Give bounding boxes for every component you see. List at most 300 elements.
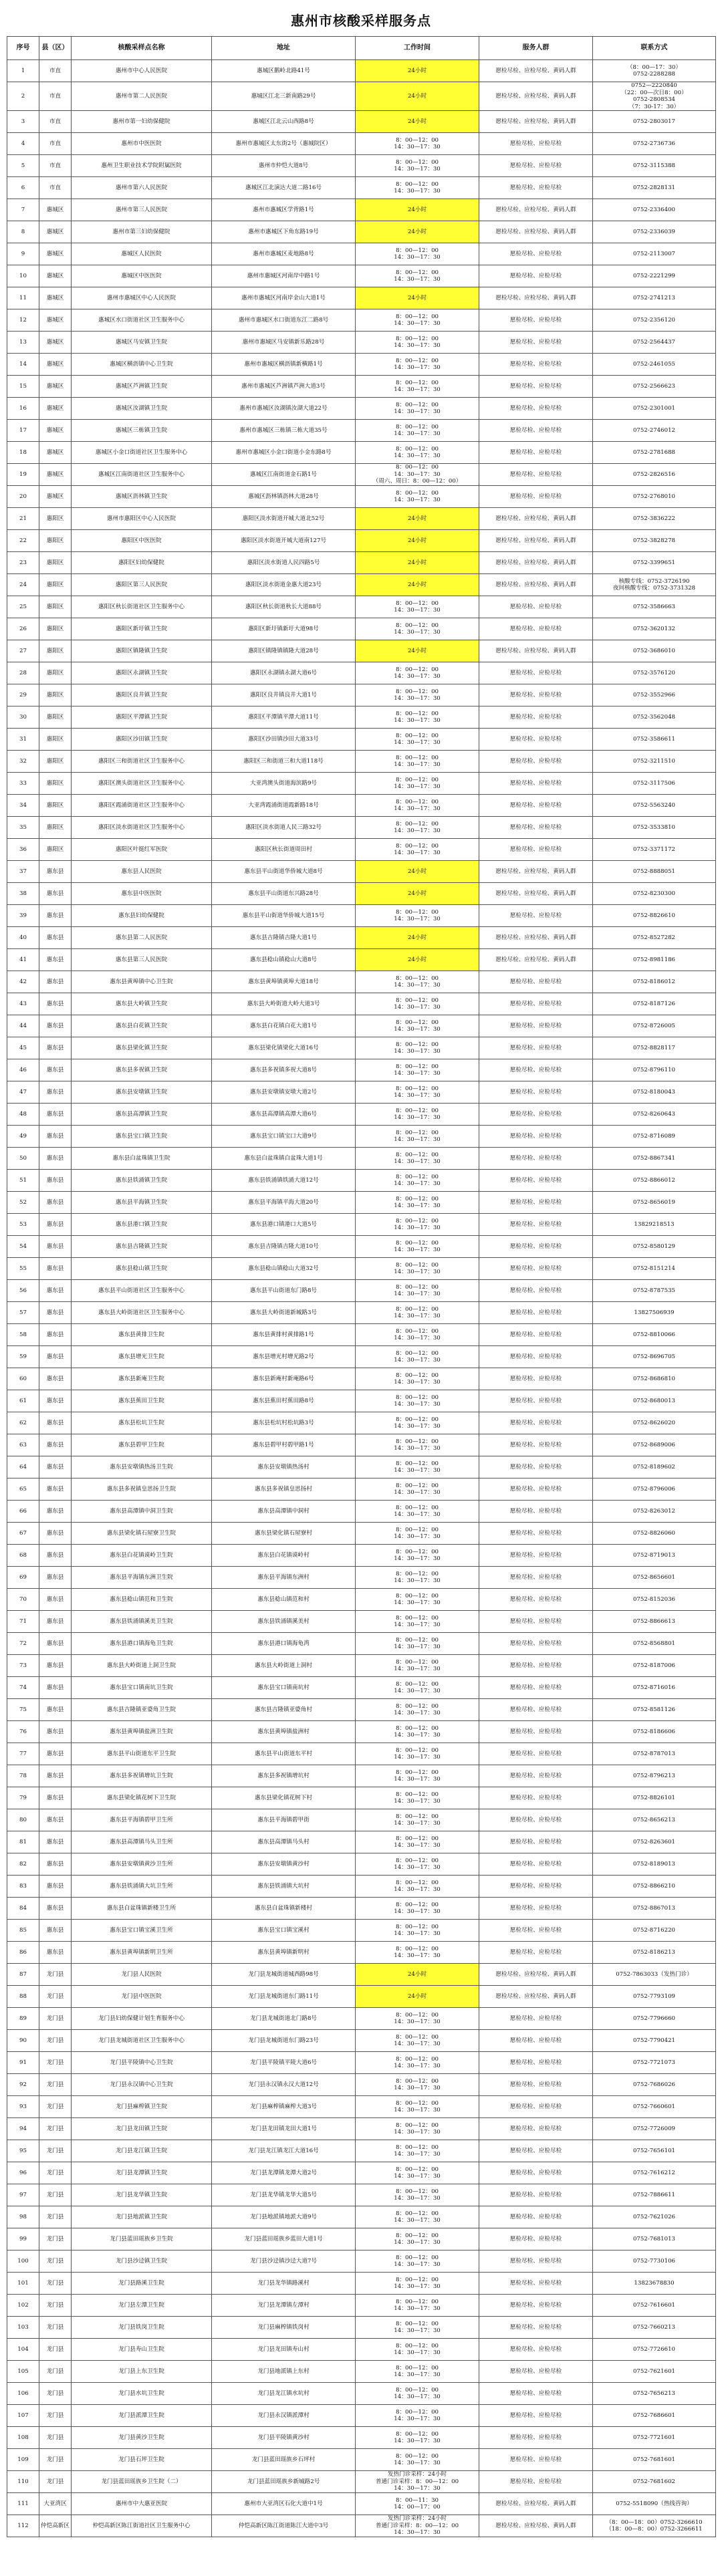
cell-index: 84 <box>7 1898 39 1920</box>
cell-site-name: 惠东县白花镇卫生院 <box>72 1015 212 1037</box>
cell-service-group: 愿检尽检、应检尽检、黄码人群 <box>479 552 593 574</box>
cell-hours: 8：00—12：00 14：30—17：30 <box>356 684 479 706</box>
table-row <box>7 773 716 795</box>
cell-district: 市直 <box>39 155 72 177</box>
cell-site-name: 惠东县平山街道东平卫生院 <box>72 1743 212 1765</box>
table-row <box>7 1081 716 1104</box>
cell-hours: 8：00—12：00 14：30—17：30 <box>356 1765 479 1787</box>
cell-contact: 0752-8716089 <box>593 1126 716 1148</box>
cell-index: 9 <box>7 243 39 265</box>
cell-contact: 0752-2461055 <box>593 354 716 376</box>
cell-address: 惠东县安墩镇黄沙村 <box>212 1853 356 1876</box>
cell-index: 8 <box>7 221 39 243</box>
table-row <box>7 552 716 574</box>
cell-contact: 0752-2781688 <box>593 442 716 464</box>
cell-contact: 0752-2566623 <box>593 376 716 398</box>
cell-hours: 8：00—12：00 14：30—17：30 <box>356 2052 479 2074</box>
table-row <box>7 905 716 927</box>
table-row <box>7 265 716 287</box>
cell-district: 惠东县 <box>39 1192 72 1214</box>
table-row <box>7 1478 716 1501</box>
cell-service-group: 愿检尽检、应检尽检、黄码人群 <box>479 2493 593 2515</box>
cell-district: 惠东县 <box>39 1721 72 1743</box>
cell-service-group: 愿检尽检、应检尽检 <box>479 1412 593 1434</box>
cell-index: 94 <box>7 2118 39 2140</box>
cell-address: 惠城区江南街道金石路1号 <box>212 464 356 486</box>
cell-hours: 8：00—12：00 14：30—17：30 <box>356 2140 479 2162</box>
cell-district: 龙门县 <box>39 2317 72 2339</box>
table-row <box>7 2317 716 2339</box>
cell-service-group: 愿检尽检、应检尽检 <box>479 265 593 287</box>
cell-address: 惠城区江北三新南路29号 <box>212 82 356 111</box>
cell-address: 惠东县吉隆镇吉隆大道1号 <box>212 927 356 949</box>
cell-site-name: 惠阳区霞涌街道社区卫生服务中心 <box>72 795 212 817</box>
cell-index: 90 <box>7 2030 39 2052</box>
cell-district: 龙门县 <box>39 2162 72 2184</box>
cell-hours: 8：00—12：00 14：30—17：30 <box>356 309 479 332</box>
header-hours: 工作时间 <box>356 37 479 60</box>
cell-hours: 8：00—12：00 14：30—17：30 <box>356 1456 479 1478</box>
table-row <box>7 1567 716 1589</box>
cell-contact: 0752-3552966 <box>593 684 716 706</box>
cell-index: 18 <box>7 442 39 464</box>
cell-district: 龙门县 <box>39 2427 72 2449</box>
cell-district: 惠东县 <box>39 971 72 993</box>
cell-address: 龙门县麻榨镇麻榨大道3号 <box>212 2096 356 2118</box>
cell-site-name: 龙门县寿山卫生院 <box>72 2339 212 2361</box>
cell-index: 2 <box>7 82 39 111</box>
cell-hours: 8：00—12：00 14：30—17：30 <box>356 795 479 817</box>
cell-hours: 8：00—12：00 14：30—17：30 <box>356 2273 479 2295</box>
cell-site-name: 惠东县黄埠镇中心卫生院 <box>72 971 212 993</box>
cell-site-name: 惠东县铁涌镇溪美卫生院 <box>72 1611 212 1633</box>
cell-contact: 0752-8152036 <box>593 1589 716 1611</box>
cell-hours: 24小时 <box>356 574 479 596</box>
cell-hours: 8：00—11：30 14：00—17：00 <box>356 2493 479 2515</box>
cell-district: 惠城区 <box>39 265 72 287</box>
cell-service-group: 愿检尽检、应检尽检 <box>479 1809 593 1831</box>
table-row <box>7 2008 716 2030</box>
cell-hours: 8：00—12：00 14：30—17：30 <box>356 177 479 199</box>
cell-contact: 0752-8189602 <box>593 1456 716 1478</box>
cell-address: 惠东县铁涌镇溪美村 <box>212 1611 356 1633</box>
cell-district: 惠东县 <box>39 1280 72 1302</box>
cell-address: 惠东县黄埠镇盐洲村 <box>212 1721 356 1743</box>
cell-address: 大亚湾霞涌街道霞新路18号 <box>212 795 356 817</box>
cell-address: 惠东县平海镇东洲村 <box>212 1567 356 1589</box>
cell-contact: 13829218513 <box>593 1214 716 1236</box>
cell-address: 龙门县龙田镇龙田大道1号 <box>212 2118 356 2140</box>
cell-site-name: 龙门县石坪卫生院 <box>72 2449 212 2471</box>
cell-contact: 0752-2221299 <box>593 265 716 287</box>
cell-district: 惠东县 <box>39 949 72 971</box>
cell-service-group: 愿检尽检、应检尽检 <box>479 1170 593 1192</box>
cell-service-group: 愿检尽检、应检尽检、黄码人群 <box>479 221 593 243</box>
cell-hours: 8：00—12：00 14：30—17：30 <box>356 2383 479 2405</box>
cell-district: 市直 <box>39 82 72 111</box>
table-row <box>7 2184 716 2206</box>
cell-district: 惠东县 <box>39 1456 72 1478</box>
cell-district: 惠东县 <box>39 861 72 883</box>
cell-hours: 8：00—12：00 14：30—17：30 <box>356 1192 479 1214</box>
cell-district: 惠东县 <box>39 1434 72 1456</box>
cell-service-group: 愿检尽检、应检尽检 <box>479 2317 593 2339</box>
table-row <box>7 2405 716 2427</box>
cell-contact: 0752-3576120 <box>593 662 716 684</box>
table-row <box>7 1192 716 1214</box>
table-row <box>7 1699 716 1721</box>
cell-service-group: 愿检尽检、应检尽检 <box>479 1037 593 1059</box>
cell-site-name: 惠东县高潭镇马头卫生所 <box>72 1831 212 1853</box>
cell-service-group: 愿检尽检、应检尽检 <box>479 2427 593 2449</box>
cell-index: 6 <box>7 177 39 199</box>
cell-district: 惠东县 <box>39 1412 72 1434</box>
cell-hours: 8：00—12：00 14：30—17：30 <box>356 2361 479 2383</box>
cell-index: 64 <box>7 1456 39 1478</box>
cell-address: 惠东县平山街道华侨城大道8号 <box>212 861 356 883</box>
cell-contact: 0752-5518090（热线咨询） <box>593 2493 716 2515</box>
cell-site-name: 惠阳区淡水街道社区卫生服务中心 <box>72 817 212 839</box>
table-row <box>7 486 716 508</box>
cell-service-group: 愿检尽检、应检尽检 <box>479 1765 593 1787</box>
cell-service-group: 愿检尽检、应检尽检 <box>479 817 593 839</box>
cell-service-group: 愿检尽检、应检尽检 <box>479 2140 593 2162</box>
table-row <box>7 2383 716 2405</box>
cell-hours: 8：00—12：00 14：30—17：30 <box>356 1126 479 1148</box>
cell-service-group: 愿检尽检、应检尽检、黄码人群 <box>479 82 593 111</box>
cell-index: 67 <box>7 1523 39 1545</box>
cell-hours: 8：00—12：00 14：30—17：30 <box>356 2030 479 2052</box>
table-row <box>7 2295 716 2317</box>
cell-contact: 0752-8867341 <box>593 1148 716 1170</box>
cell-index: 53 <box>7 1214 39 1236</box>
cell-address: 惠东县宝口镇宝口大道9号 <box>212 1126 356 1148</box>
cell-service-group: 愿检尽检、应检尽检 <box>479 420 593 442</box>
cell-district: 惠阳区 <box>39 706 72 729</box>
cell-district: 惠东县 <box>39 1258 72 1280</box>
cell-index: 92 <box>7 2074 39 2096</box>
header-district: 县（区） <box>39 37 72 60</box>
cell-index: 38 <box>7 883 39 905</box>
cell-index: 32 <box>7 751 39 773</box>
cell-contact: 0752-7721073 <box>593 2052 716 2074</box>
cell-contact: 0752-7686601 <box>593 2405 716 2427</box>
cell-site-name: 龙门县黄沙卫生院 <box>72 2427 212 2449</box>
document-page <box>7 0 715 2537</box>
cell-service-group: 愿检尽检、应检尽检 <box>479 1126 593 1148</box>
table-row <box>7 2162 716 2184</box>
cell-contact: 0752-8656213 <box>593 1809 716 1831</box>
cell-index: 89 <box>7 2008 39 2030</box>
cell-contact: 0752-8581126 <box>593 1699 716 1721</box>
table-row <box>7 221 716 243</box>
table-row <box>7 971 716 993</box>
cell-index: 91 <box>7 2052 39 2074</box>
cell-address: 惠东县安墩镇安墩大道2号 <box>212 1081 356 1104</box>
cell-service-group: 愿检尽检、应检尽检 <box>479 376 593 398</box>
cell-hours: 8：00—12：00 14：30—17：30 <box>356 1633 479 1655</box>
cell-district: 惠城区 <box>39 376 72 398</box>
cell-contact: 0752-2828131 <box>593 177 716 199</box>
cell-hours: 24小时 <box>356 111 479 133</box>
cell-hours: 24小时 <box>356 883 479 905</box>
cell-address: 龙门县麻榨镇铁岗村 <box>212 2317 356 2339</box>
cell-index: 47 <box>7 1081 39 1104</box>
header-service-group: 服务人群 <box>479 37 593 60</box>
cell-index: 65 <box>7 1478 39 1501</box>
cell-service-group: 愿检尽检、应检尽检 <box>479 1831 593 1853</box>
cell-contact: 0752-8686810 <box>593 1368 716 1390</box>
table-row <box>7 2361 716 2383</box>
cell-index: 30 <box>7 706 39 729</box>
cell-site-name: 惠东县多祝镇卫生院 <box>72 1059 212 1081</box>
cell-address: 龙门县蓝田瑶族乡石坪村 <box>212 2449 356 2471</box>
cell-hours: 8：00—12：00 14：30—17：30 <box>356 1831 479 1853</box>
cell-address: 惠东县多祝镇多祝大道8号 <box>212 1059 356 1081</box>
cell-index: 15 <box>7 376 39 398</box>
cell-index: 99 <box>7 2228 39 2250</box>
cell-service-group: 愿检尽检、应检尽检 <box>479 1699 593 1721</box>
cell-district: 市直 <box>39 133 72 155</box>
cell-site-name: 龙门县中医医院 <box>72 1986 212 2008</box>
cell-service-group: 愿检尽检、应检尽检 <box>479 2074 593 2096</box>
cell-service-group: 愿检尽检、应检尽检 <box>479 1898 593 1920</box>
cell-district: 惠东县 <box>39 1126 72 1148</box>
cell-service-group: 愿检尽检、应检尽检 <box>479 133 593 155</box>
table-row <box>7 1589 716 1611</box>
cell-hours: 8：00—12：00 14：30—17：30 <box>356 1148 479 1170</box>
table-row <box>7 2140 716 2162</box>
cell-service-group: 愿检尽检、应检尽检 <box>479 1390 593 1412</box>
cell-site-name: 惠州市中心人民医院 <box>72 60 212 82</box>
cell-address: 惠州市惠城区三栋镇三栋大道35号 <box>212 420 356 442</box>
cell-district: 惠阳区 <box>39 574 72 596</box>
cell-index: 34 <box>7 795 39 817</box>
cell-hours: 8：00—12：00 14：30—17：30 <box>356 2184 479 2206</box>
cell-contact: 0752-7616601 <box>593 2295 716 2317</box>
cell-site-name: 惠东县港口镇海龟卫生院 <box>72 1633 212 1655</box>
cell-district: 龙门县 <box>39 2449 72 2471</box>
cell-hours: 24小时 <box>356 949 479 971</box>
cell-district: 惠城区 <box>39 243 72 265</box>
table-row <box>7 1214 716 1236</box>
cell-contact: 0752-8888051 <box>593 861 716 883</box>
cell-hours: 8：00—12：00 14：30—17：30 <box>356 2096 479 2118</box>
table-header-row <box>7 37 716 60</box>
cell-service-group: 愿检尽检、应检尽检、黄码人群 <box>479 60 593 82</box>
table-row <box>7 706 716 729</box>
cell-hours: 8：00—12：00 14：30—17：30 <box>356 354 479 376</box>
cell-site-name: 龙门县蓝田瑶族乡卫生院（二） <box>72 2471 212 2493</box>
table-row <box>7 1942 716 1964</box>
cell-contact: 0752-3620132 <box>593 618 716 640</box>
cell-address: 惠东县稔山镇稔山大道32号 <box>212 1258 356 1280</box>
table-row <box>7 155 716 177</box>
cell-site-name: 惠城区人民医院 <box>72 243 212 265</box>
cell-site-name: 惠东县妇幼保健院 <box>72 905 212 927</box>
cell-index: 54 <box>7 1236 39 1258</box>
cell-contact: 0752-8260643 <box>593 1104 716 1126</box>
cell-address: 惠州市惠城区太东街2号（惠城院区） <box>212 133 356 155</box>
cell-index: 40 <box>7 927 39 949</box>
cell-address: 惠州市惠城区学背路1号 <box>212 199 356 221</box>
cell-service-group: 愿检尽检、应检尽检 <box>479 1302 593 1324</box>
table-row <box>7 1104 716 1126</box>
cell-contact: 0752-7726610 <box>593 2339 716 2361</box>
cell-service-group: 愿检尽检、应检尽检 <box>479 1611 593 1633</box>
cell-address: 惠东县高潭镇高潭大道6号 <box>212 1104 356 1126</box>
cell-hours: 8：00—12：00 14：30—17：30 <box>356 2250 479 2273</box>
cell-service-group: 愿检尽检、应检尽检 <box>479 618 593 640</box>
cell-district: 惠东县 <box>39 1699 72 1721</box>
cell-hours: 8：00—12：00 14：30—17：30 <box>356 2449 479 2471</box>
cell-district: 惠东县 <box>39 1853 72 1876</box>
cell-district: 龙门县 <box>39 2405 72 2427</box>
cell-site-name: 惠东县多祝镇增坑卫生院 <box>72 1765 212 1787</box>
table-row <box>7 1743 716 1765</box>
cell-district: 惠城区 <box>39 398 72 420</box>
table-row <box>7 1434 716 1456</box>
cell-site-name: 惠阳区妇幼保健院 <box>72 552 212 574</box>
cell-hours: 8：00—12：00 14：30—17：30 <box>356 1104 479 1126</box>
cell-address: 龙门县永汉镇派潭村 <box>212 2405 356 2427</box>
cell-contact: 0752-8527282 <box>593 927 716 949</box>
page-title: 惠州市核酸采样服务点 <box>291 13 431 29</box>
cell-address: 惠东县平山街道东门路8号 <box>212 1280 356 1302</box>
cell-address: 惠阳区淡水街道开城大道南127号 <box>212 530 356 552</box>
cell-contact: 0752-8866012 <box>593 1170 716 1192</box>
cell-site-name: 龙门县水坑卫生院 <box>72 2383 212 2405</box>
cell-district: 惠东县 <box>39 1677 72 1699</box>
cell-address: 龙门县龙潭镇左潭村 <box>212 2295 356 2317</box>
cell-site-name: 惠东县白盆珠镇新楼卫生所 <box>72 1898 212 1920</box>
cell-district: 龙门县 <box>39 2052 72 2074</box>
cell-site-name: 惠东县铁涌镇大坑卫生所 <box>72 1876 212 1898</box>
cell-hours: 8：00—12：00 14：30—17：30 <box>356 1434 479 1456</box>
cell-address: 惠城区沥林镇沥林大道28号 <box>212 486 356 508</box>
cell-index: 7 <box>7 199 39 221</box>
cell-service-group: 愿检尽检、应检尽检、黄码人群 <box>479 1964 593 1986</box>
table-row <box>7 640 716 662</box>
cell-service-group: 愿检尽检、应检尽检 <box>479 2471 593 2493</box>
table-row <box>7 508 716 530</box>
cell-site-name: 惠东县平海镇卫生院 <box>72 1192 212 1214</box>
cell-contact: 0752-2356120 <box>593 309 716 332</box>
cell-address: 惠东县梁化镇石屋寮村 <box>212 1523 356 1545</box>
cell-district: 惠东县 <box>39 1368 72 1390</box>
cell-hours: 8：00—12：00 14：30—17：30 <box>356 1280 479 1302</box>
cell-site-name: 惠东县稔山镇卫生院 <box>72 1258 212 1280</box>
cell-site-name: 惠州市第二人民医院 <box>72 82 212 111</box>
cell-index: 20 <box>7 486 39 508</box>
cell-index: 70 <box>7 1589 39 1611</box>
cell-contact: 0752-2803017 <box>593 111 716 133</box>
cell-address: 惠东县黄埠镇新明村 <box>212 1942 356 1964</box>
cell-service-group: 愿检尽检、应检尽检 <box>479 2273 593 2295</box>
cell-contact: 0752-7681602 <box>593 2471 716 2493</box>
cell-district: 惠阳区 <box>39 773 72 795</box>
cell-service-group: 愿检尽检、应检尽检、黄码人群 <box>479 1986 593 2008</box>
table-row <box>7 1831 716 1853</box>
cell-district: 惠东县 <box>39 1898 72 1920</box>
cell-index: 21 <box>7 508 39 530</box>
cell-district: 惠东县 <box>39 1302 72 1324</box>
table-row <box>7 839 716 861</box>
cell-service-group: 愿检尽检、应检尽检 <box>479 706 593 729</box>
cell-service-group: 愿检尽检、应检尽检、黄码人群 <box>479 111 593 133</box>
cell-district: 惠东县 <box>39 1104 72 1126</box>
cell-address: 惠东县吉隆镇亚婆角村 <box>212 1699 356 1721</box>
cell-hours: 8：00—12：00 14：30—17：30 <box>356 1059 479 1081</box>
cell-index: 104 <box>7 2339 39 2361</box>
cell-index: 80 <box>7 1809 39 1831</box>
cell-hours: 8：00—12：00 14：30—17：30 <box>356 1214 479 1236</box>
cell-contact: 0752-8263012 <box>593 1501 716 1523</box>
table-row <box>7 1148 716 1170</box>
cell-service-group: 愿检尽检、应检尽检 <box>479 354 593 376</box>
cell-service-group: 愿检尽检、应检尽检 <box>479 1015 593 1037</box>
cell-hours: 8：00—12：00 14：30—17：30 <box>356 1015 479 1037</box>
cell-hours: 24小时 <box>356 1986 479 2008</box>
table-row <box>7 2118 716 2140</box>
cell-site-name: 惠东县港口镇卫生院 <box>72 1214 212 1236</box>
cell-contact: 0752-7660213 <box>593 2317 716 2339</box>
cell-site-name: 惠东县稔山镇范和卫生院 <box>72 1589 212 1611</box>
cell-site-name: 惠州市第三妇幼保健院 <box>72 221 212 243</box>
table-row <box>7 243 716 265</box>
cell-site-name: 惠东县梁化镇卫生院 <box>72 1037 212 1059</box>
cell-service-group: 愿检尽检、应检尽检 <box>479 1567 593 1589</box>
table-row <box>7 287 716 309</box>
table-row <box>7 332 716 354</box>
cell-district: 惠东县 <box>39 1765 72 1787</box>
cell-site-name: 龙门县沙迳镇卫生院 <box>72 2250 212 2273</box>
cell-index: 93 <box>7 2096 39 2118</box>
cell-district: 惠城区 <box>39 442 72 464</box>
cell-site-name: 龙门县龙城街道社区卫生服务中心 <box>72 2030 212 2052</box>
cell-address: 惠阳区永湖镇永湖大道6号 <box>212 662 356 684</box>
cell-address: 惠城区鹅岭北路41号 <box>212 60 356 82</box>
cell-site-name: 惠东县黄排卫生院 <box>72 1324 212 1346</box>
cell-service-group: 愿检尽检、应检尽检 <box>479 2383 593 2405</box>
cell-hours: 8：00—12：00 14：30—17：30 <box>356 2339 479 2361</box>
cell-hours: 8：00—12：00 14：30—17：30 <box>356 1390 479 1412</box>
cell-hours: 8：00—12：00 14：30—17：30 <box>356 2118 479 2140</box>
table-body <box>7 60 716 2537</box>
table-row <box>7 1346 716 1368</box>
cell-index: 66 <box>7 1501 39 1523</box>
cell-hours: 24小时 <box>356 199 479 221</box>
cell-contact: 13823678830 <box>593 2273 716 2295</box>
cell-service-group: 愿检尽检、应检尽检、黄码人群 <box>479 508 593 530</box>
cell-site-name: 惠城区沥林镇卫生院 <box>72 486 212 508</box>
cell-district: 龙门县 <box>39 2295 72 2317</box>
cell-address: 龙门县龙城街道东门路11号 <box>212 1986 356 2008</box>
cell-index: 74 <box>7 1677 39 1699</box>
cell-hours: 8：00—12：00 14：30—17：30 <box>356 1589 479 1611</box>
cell-address: 惠东县松坑村松坑路3号 <box>212 1412 356 1434</box>
cell-site-name: 惠阳区三和街道社区卫生服务中心 <box>72 751 212 773</box>
table-row <box>7 2052 716 2074</box>
table-row <box>7 398 716 420</box>
cell-contact: 0752-7721601 <box>593 2427 716 2449</box>
cell-address: 惠阳区平潭镇平潭大道11号 <box>212 706 356 729</box>
cell-index: 112 <box>7 2515 39 2537</box>
cell-hours: 8：00—12：00 14：30—17：30 <box>356 1942 479 1964</box>
cell-site-name: 惠东县黄埠镇新明卫生所 <box>72 1942 212 1964</box>
cell-hours: 8：00—12：00 14：30—17：30 <box>356 155 479 177</box>
cell-contact: 0752-3836222 <box>593 508 716 530</box>
